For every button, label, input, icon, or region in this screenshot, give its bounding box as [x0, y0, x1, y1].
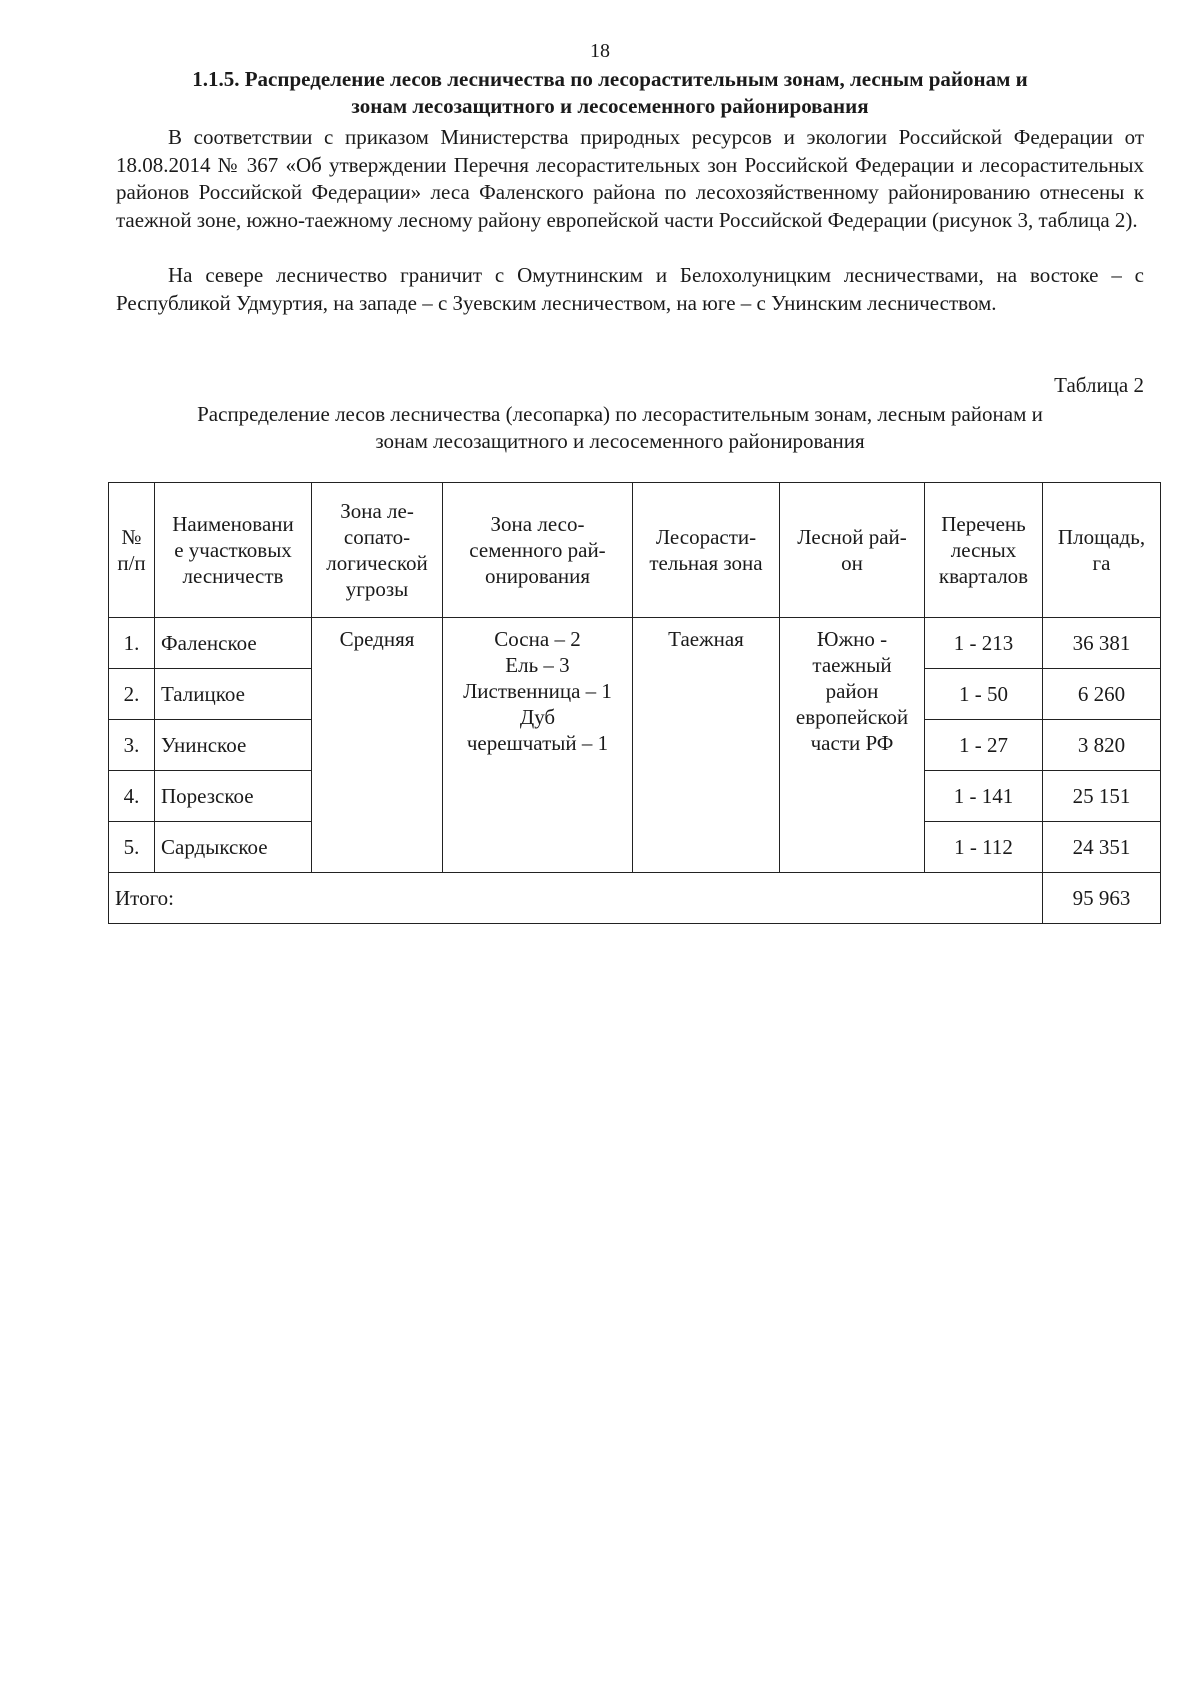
seed-zone-line: Сосна – 2: [494, 627, 581, 651]
table-total-row: [109, 873, 1161, 924]
header-seed-zone-line: онирования: [484, 564, 591, 588]
header-threat-zone-line: угрозы: [345, 577, 409, 601]
table-caption-line-1: Распределение лесов лесничества (лесопарка) по лесорастительным зонам, лесным районам и: [197, 402, 1043, 426]
header-quarters-line: Перечень: [941, 512, 1026, 536]
cell-num: 4.: [109, 771, 155, 822]
header-forest-district-line: он: [841, 551, 863, 575]
cell-area: 25 151: [1043, 771, 1161, 822]
paragraph-2: На севере лесничество граничит с Омутнинским и Белохолуницким лесничествами, на востоке – с Республикой Удмуртия, на западе – с Зуевским лесничеством, на юге – с Унинским лесничеством.: [116, 263, 1144, 315]
table-caption-line-2: зонам лесозащитного и лесосеменного районирования: [375, 429, 865, 453]
header-veg-zone-line: Лесорасти-: [655, 525, 757, 549]
header-veg-zone-line: тельная зона: [649, 551, 763, 575]
cell-name: Порезское: [155, 771, 312, 822]
header-quarters-line: лесных: [950, 538, 1017, 562]
section-heading-line-2: зонам лесозащитного и лесосеменного районирования: [351, 94, 869, 118]
header-num: [109, 483, 155, 618]
header-threat-zone-line: сопато-: [343, 525, 411, 549]
header-forest-district-line: Лесной рай-: [797, 525, 907, 549]
seed-zone-line: Лиственница – 1: [463, 679, 612, 703]
header-threat-zone-line: логической: [326, 551, 428, 575]
cell-name: Унинское: [155, 720, 312, 771]
header-name-line: е участковых: [174, 538, 292, 562]
cell-quarters: 1 - 50: [925, 669, 1043, 720]
header-forest-district: [780, 483, 925, 618]
section-heading-line-1: 1.1.5. Распределение лесов лесничества по лесорастительным зонам, лесным районам и: [192, 67, 1028, 91]
forest-distribution-table: [108, 482, 1161, 924]
cell-quarters: 1 - 27: [925, 720, 1043, 771]
cell-num: 3.: [109, 720, 155, 771]
table-label: Таблица 2: [1054, 373, 1144, 397]
cell-area: 36 381: [1043, 618, 1161, 669]
seed-zone-line: Ель – 3: [505, 653, 570, 677]
forest-district-line: европейской: [795, 705, 909, 729]
cell-seed-zone: [443, 618, 633, 873]
cell-num: 5.: [109, 822, 155, 873]
forest-district-line: Южно -: [816, 627, 888, 651]
table-row: [109, 618, 1161, 669]
cell-quarters: 1 - 213: [925, 618, 1043, 669]
header-quarters-line: кварталов: [938, 564, 1029, 588]
cell-name: Фаленское: [155, 618, 312, 669]
cell-quarters: 1 - 112: [925, 822, 1043, 873]
total-value: 95 963: [1043, 873, 1161, 924]
page-number: 18: [590, 40, 610, 62]
header-area-line: га: [1092, 551, 1111, 575]
header-name-line: лесничеств: [182, 564, 284, 588]
header-seed-zone-line: Зона лесо-: [490, 512, 585, 536]
forest-district-line: район: [825, 679, 879, 703]
forest-district-line: части РФ: [810, 731, 894, 755]
forest-district-line: таежный: [812, 653, 892, 677]
header-name-line: Наименовани: [172, 512, 294, 536]
seed-zone-line: черешчатый – 1: [466, 731, 609, 755]
cell-num: 2.: [109, 669, 155, 720]
header-num-line: №: [121, 525, 142, 549]
cell-name: Сардыкское: [155, 822, 312, 873]
header-seed-zone: [443, 483, 633, 618]
total-label: Итого:: [109, 873, 1043, 924]
header-threat-zone-line: Зона ле-: [340, 499, 414, 523]
header-area: [1043, 483, 1161, 618]
header-area-line: Площадь,: [1057, 525, 1146, 549]
header-veg-zone: [633, 483, 780, 618]
header-threat-zone: [312, 483, 443, 618]
header-quarters: [925, 483, 1043, 618]
cell-area: 3 820: [1043, 720, 1161, 771]
cell-veg-zone: Таежная: [633, 618, 780, 873]
cell-num: 1.: [109, 618, 155, 669]
header-name: [155, 483, 312, 618]
cell-threat-zone: Средняя: [312, 618, 443, 873]
table-header-row: [109, 483, 1161, 618]
paragraph-1: В соответствии с приказом Министерства природных ресурсов и экологии Российской Федерации от 18.08.2014 № 367 «Об утверждении Перечня лесорастительных зон Российской Федерации и лесорастительных районов Российской Федерации» леса Фаленского района по лесохозяйственному районированию отнесены к таежной зоне, южно-таежному лесному району европейской части Российской Федерации (рисунок 3, таблица 2).: [116, 125, 1144, 232]
header-seed-zone-line: семенного рай-: [469, 538, 606, 562]
seed-zone-line: Дуб: [519, 705, 556, 729]
cell-area: 6 260: [1043, 669, 1161, 720]
cell-quarters: 1 - 141: [925, 771, 1043, 822]
section-heading: [110, 66, 1110, 120]
table-caption: [120, 401, 1120, 455]
cell-forest-district: [780, 618, 925, 873]
header-num-line: п/п: [117, 551, 146, 575]
cell-area: 24 351: [1043, 822, 1161, 873]
cell-name: Талицкое: [155, 669, 312, 720]
